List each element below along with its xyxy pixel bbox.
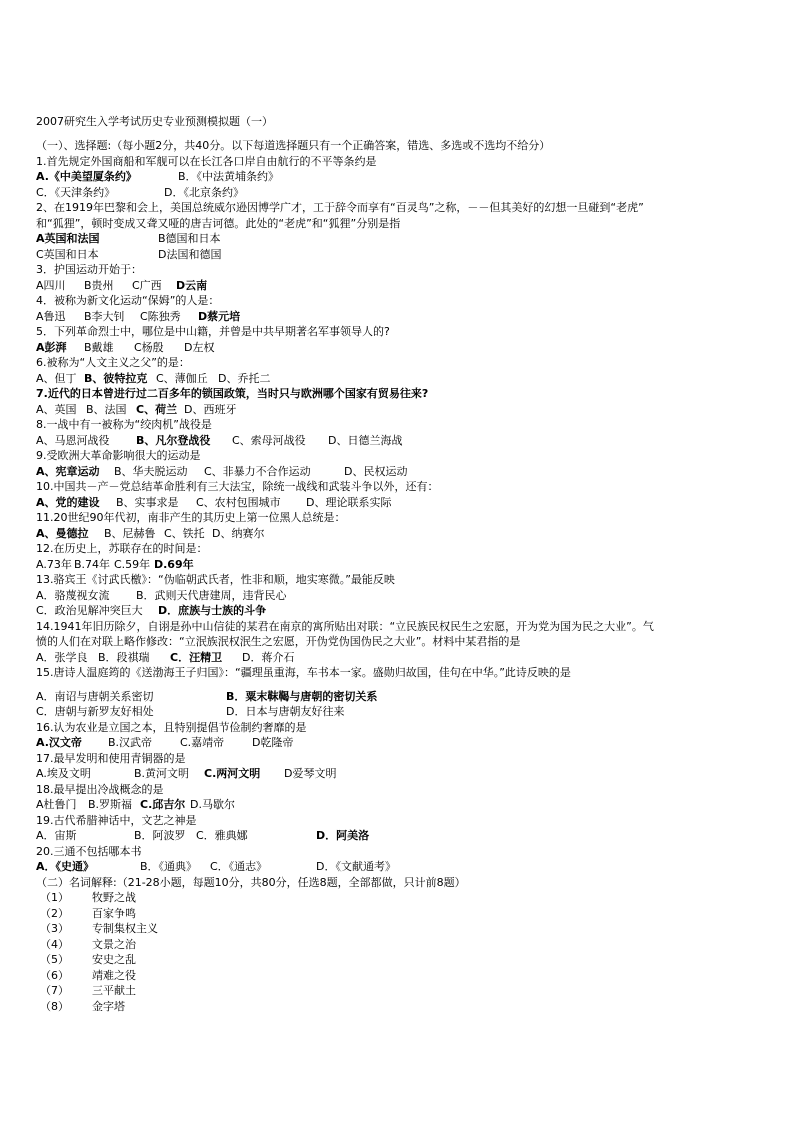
q15-option-d: D．日本与唐朝友好往来 [226,705,345,718]
term-number: （8） [40,999,69,1013]
q2-options-cd [36,247,766,263]
q20-options [36,859,766,875]
q19-option-a: A．宙斯 [36,829,77,842]
q1-stem: 1.首先规定外国商船和军舰可以在长江各口岸自由航行的不平等条约是 [36,154,377,168]
q13-option-a: A．骆蔑视女流 [36,588,110,602]
q7-option-b: B、法国 [86,402,127,416]
q12-options [36,557,766,573]
q19-stem: 19.古代希腊神话中，文艺之神是 [36,813,197,827]
term-item [36,937,766,953]
q9-option-d: D、民权运动 [344,464,408,478]
q1-option-c: C．《天津条约》 [36,185,116,199]
q19-option-c: C．雅典娜 [196,829,248,842]
q16-options [36,735,766,751]
spacer [36,681,766,689]
q16-stem: 16.认为农业是立国之本，且特别提倡节俭制约奢靡的是 [36,720,307,734]
q15-stem: 15.唐诗人温庭筠的《送渤海王子归国》：“疆理虽重海，车书本一家。盛勋归故国，佳句在中华。”此诗反映的是 [36,666,571,679]
q11-stem: 11.20世纪90年代初，南非产生的其历史上第一位黑人总统是： [36,511,346,524]
q16-option-d: D乾隆帝 [252,736,294,749]
q4-option-a: A鲁迅 [36,309,66,323]
term-number: （1） [40,891,69,904]
q3-stem: 3．护国运动开始于： [36,263,142,276]
term-text: 百家争鸣 [92,906,136,920]
q13-option-c: C．政治见解冲突巨大 [36,604,143,617]
q11-option-b: B、尼赫鲁 [104,526,156,540]
q14-stem-line1: 14.1941年旧历除夕，自诩是孙中山信徒的某君在南京的寓所贴出对联：“立民族民权民生之宏愿，开为党为国为民之大业”。气 [36,619,654,633]
q6-options [36,371,766,387]
q16-option-b: B.汉武帝 [108,736,153,749]
q4-option-b: B李大钊 [84,309,125,323]
q10-option-b: B、实事求是 [116,495,179,509]
q12-option-b: B.74年 [74,557,111,571]
q9-options [36,464,766,480]
q13-option-b: B．武则天代唐建周，违背民心 [136,588,287,602]
q11-option-c: C、铁托 [164,526,205,540]
q10-stem: 10.中国共－产－党总结革命胜利有三大法宝，除统一战线和武装斗争以外，还有： [36,480,439,493]
term-item [36,906,766,922]
q13-stem: 13.骆宾王《讨武氏檄》：“伪临朝武氏者，性非和顺，地实寒微。”最能反映 [36,573,395,586]
q17-options [36,766,766,782]
term-text: 安史之乱 [92,953,136,966]
q17-option-d: D爱琴文明 [284,767,337,780]
term-item [36,952,766,968]
q14-option-c: C．汪精卫 [170,650,223,664]
q15-option-b: B．粟末靺鞨与唐朝的密切关系 [226,689,378,703]
q4-option-d: D蔡元培 [198,309,241,323]
q15-option-c: C．唐朝与新罗友好相处 [36,705,154,718]
q17-option-c: C.两河文明 [204,767,261,780]
q7-option-d: D、西班牙 [184,402,237,416]
q2-option-c: C英国和日本 [36,247,99,261]
q9-option-b: B、华夫脱运动 [114,464,188,478]
term-item [36,968,766,984]
q10-option-c: C、农村包围城市 [196,495,281,509]
q6-option-c: C、薄伽丘 [156,371,208,385]
q18-stem: 18.最早提出冷战概念的是 [36,782,164,796]
q19-option-b: B．阿波罗 [134,829,186,842]
term-number: （5） [40,953,69,966]
q11-option-a: A、曼德拉 [36,526,89,540]
q17-option-a: A.埃及文明 [36,767,91,780]
q10-options [36,495,766,511]
q20-option-c: C．《通志》 [210,860,268,873]
q6-stem: 6.被称为“人文主义之父”的是： [36,356,190,369]
q1-options-cd [36,185,766,201]
q10-option-d: D、理论联系实际 [306,495,392,509]
q1-option-d: D．《北京条约》 [164,185,244,199]
section1-header: （一）、选择题:（每小题2分，共40分。以下每道选择题只有一个正确答案，错选、多选或不选均不给分） [36,139,551,152]
q20-option-a: A．《史通》 [36,860,95,873]
q4-options [36,309,766,325]
term-text: 牧野之战 [92,891,136,904]
q10-option-a: A、党的建设 [36,495,100,509]
term-text: 靖难之役 [92,968,136,982]
q9-option-c: C、非暴力不合作运动 [204,464,311,478]
q6-option-a: A、但丁 [36,371,77,385]
term-item [36,890,766,906]
q19-option-d: D．阿美洛 [316,829,370,842]
q4-option-c: C陈独秀 [140,309,181,323]
q3-options [36,278,766,294]
q18-option-a: A杜鲁门 [36,798,77,811]
q14-option-b: B．段祺瑞 [98,650,150,664]
term-text: 金字塔 [92,999,125,1013]
term-number: （6） [40,968,69,982]
q15-options-cd [36,704,766,720]
exam-content [36,114,766,1014]
q8-options [36,433,766,449]
term-text: 文景之治 [92,937,136,951]
q8-option-a: A、马恩河战役 [36,433,110,447]
q16-option-a: A.汉文帝 [36,736,82,749]
q17-stem: 17.最早发明和使用青铜器的是 [36,751,186,765]
q7-option-a: A、英国 [36,402,77,416]
exam-title: 2007研究生入学考试历史专业预测模拟题（一） [36,115,273,128]
term-item [36,983,766,999]
q11-option-d: D、纳赛尔 [212,526,265,540]
q8-stem: 8.一战中有一被称为“绞肉机”战役是 [36,418,212,431]
q15-options-ab [36,689,766,705]
q14-options [36,650,766,666]
q8-option-d: D、日德兰海战 [328,433,403,447]
q5-option-b: B戴雄 [84,340,114,354]
q15-option-a: A．南诏与唐朝关系密切 [36,689,154,703]
q14-stem-line2: 愤的人们在对联上略作修改：“立泯族泯权泯生之宏愿，开伪党伪国伪民之大业”。材料中某君指的是 [36,635,521,648]
q1-option-b: B．《中法黄埔条约》 [178,170,280,183]
term-text: 专制集权主义 [92,922,158,935]
q1-option-a: A.《中美望厦条约》 [36,170,137,183]
term-number: （4） [40,937,69,951]
q2-option-a: A英国和法国 [36,232,100,245]
q2-option-b: B德国和日本 [158,232,221,245]
q8-option-c: C、索母河战役 [232,433,306,447]
q2-stem-line1: 2、在1919年巴黎和会上，美国总统威尔逊因博学广才，工于辞令而享有“百灵鸟”之称，－－但其美好的幻想一旦碰到“老虎” [36,201,644,214]
q7-option-c: C、荷兰 [136,402,178,416]
q7-stem: 7.近代的日本曾进行过二百多年的锁国政策，当时只与欧洲哪个国家有贸易往来? [36,387,429,400]
q3-option-c: C广西 [132,278,162,292]
q14-option-d: D．蒋介石 [242,650,295,664]
term-item [36,921,766,937]
q8-option-b: B、凡尔登战役 [136,433,211,447]
q3-option-a: A四川 [36,278,66,292]
q19-options [36,828,766,844]
q17-option-b: B.黄河文明 [134,767,190,780]
q9-stem: 9.受欧洲大革命影响很大的运动是 [36,449,201,462]
q18-option-c: C.邱吉尔 [140,798,186,811]
q5-option-d: D左权 [184,340,215,354]
section2-header: （二）名词解释:（21-28小题，每题10分，共80分，任选8题，全部都做，只计前8题） [36,875,466,889]
q5-option-a: A彭湃 [36,340,67,354]
q16-option-c: C.嘉靖帝 [180,736,225,749]
q13-options-ab [36,588,766,604]
q12-option-c: C.59年 [114,557,151,571]
q13-options-cd [36,603,766,619]
q1-options-ab [36,169,766,185]
term-item [36,999,766,1015]
q20-option-b: B．《通典》 [140,860,198,873]
q18-option-b: B.罗斯福 [88,798,133,811]
term-number: （3） [40,922,69,935]
q9-option-a: A、宪章运动 [36,464,100,478]
q6-option-d: D、乔托二 [218,371,271,385]
q6-option-b: B、彼特拉克 [84,371,148,385]
q12-option-d: D.69年 [154,557,194,571]
q3-option-d: D云南 [176,278,208,292]
q14-option-a: A．张学良 [36,650,88,664]
q13-option-d: D．庶族与士族的斗争 [158,604,267,617]
q3-option-b: B贵州 [84,278,114,292]
q12-option-a: A.73年 [36,557,72,571]
term-number: （7） [40,984,69,997]
q5-options [36,340,766,356]
term-number: （2） [40,906,69,920]
q2-option-d: D法国和德国 [158,247,222,261]
q4-stem: 4．被称为新文化运动“保姆”的人是： [36,294,220,307]
term-text: 三平献土 [92,984,136,997]
q5-stem: 5．下列革命烈士中，哪位是中山籍，并曾是中共早期著名军事领导人的? [36,325,390,338]
q18-option-d: D.马歇尔 [190,798,235,811]
q20-stem: 20.三通不包括哪本书 [36,844,142,858]
q12-stem: 12.在历史上，苏联存在的时间是： [36,542,208,555]
q2-stem-line2: 和“狐狸”，顿时变成又聋又哑的唐吉诃德。此处的“老虎”和“狐狸”分别是指 [36,216,401,230]
q7-options [36,402,766,418]
q18-options [36,797,766,813]
q2-options-ab [36,231,766,247]
q11-options [36,526,766,542]
q5-option-c: C杨殷 [134,340,164,354]
q20-option-d: D．《文献通考》 [316,860,396,873]
